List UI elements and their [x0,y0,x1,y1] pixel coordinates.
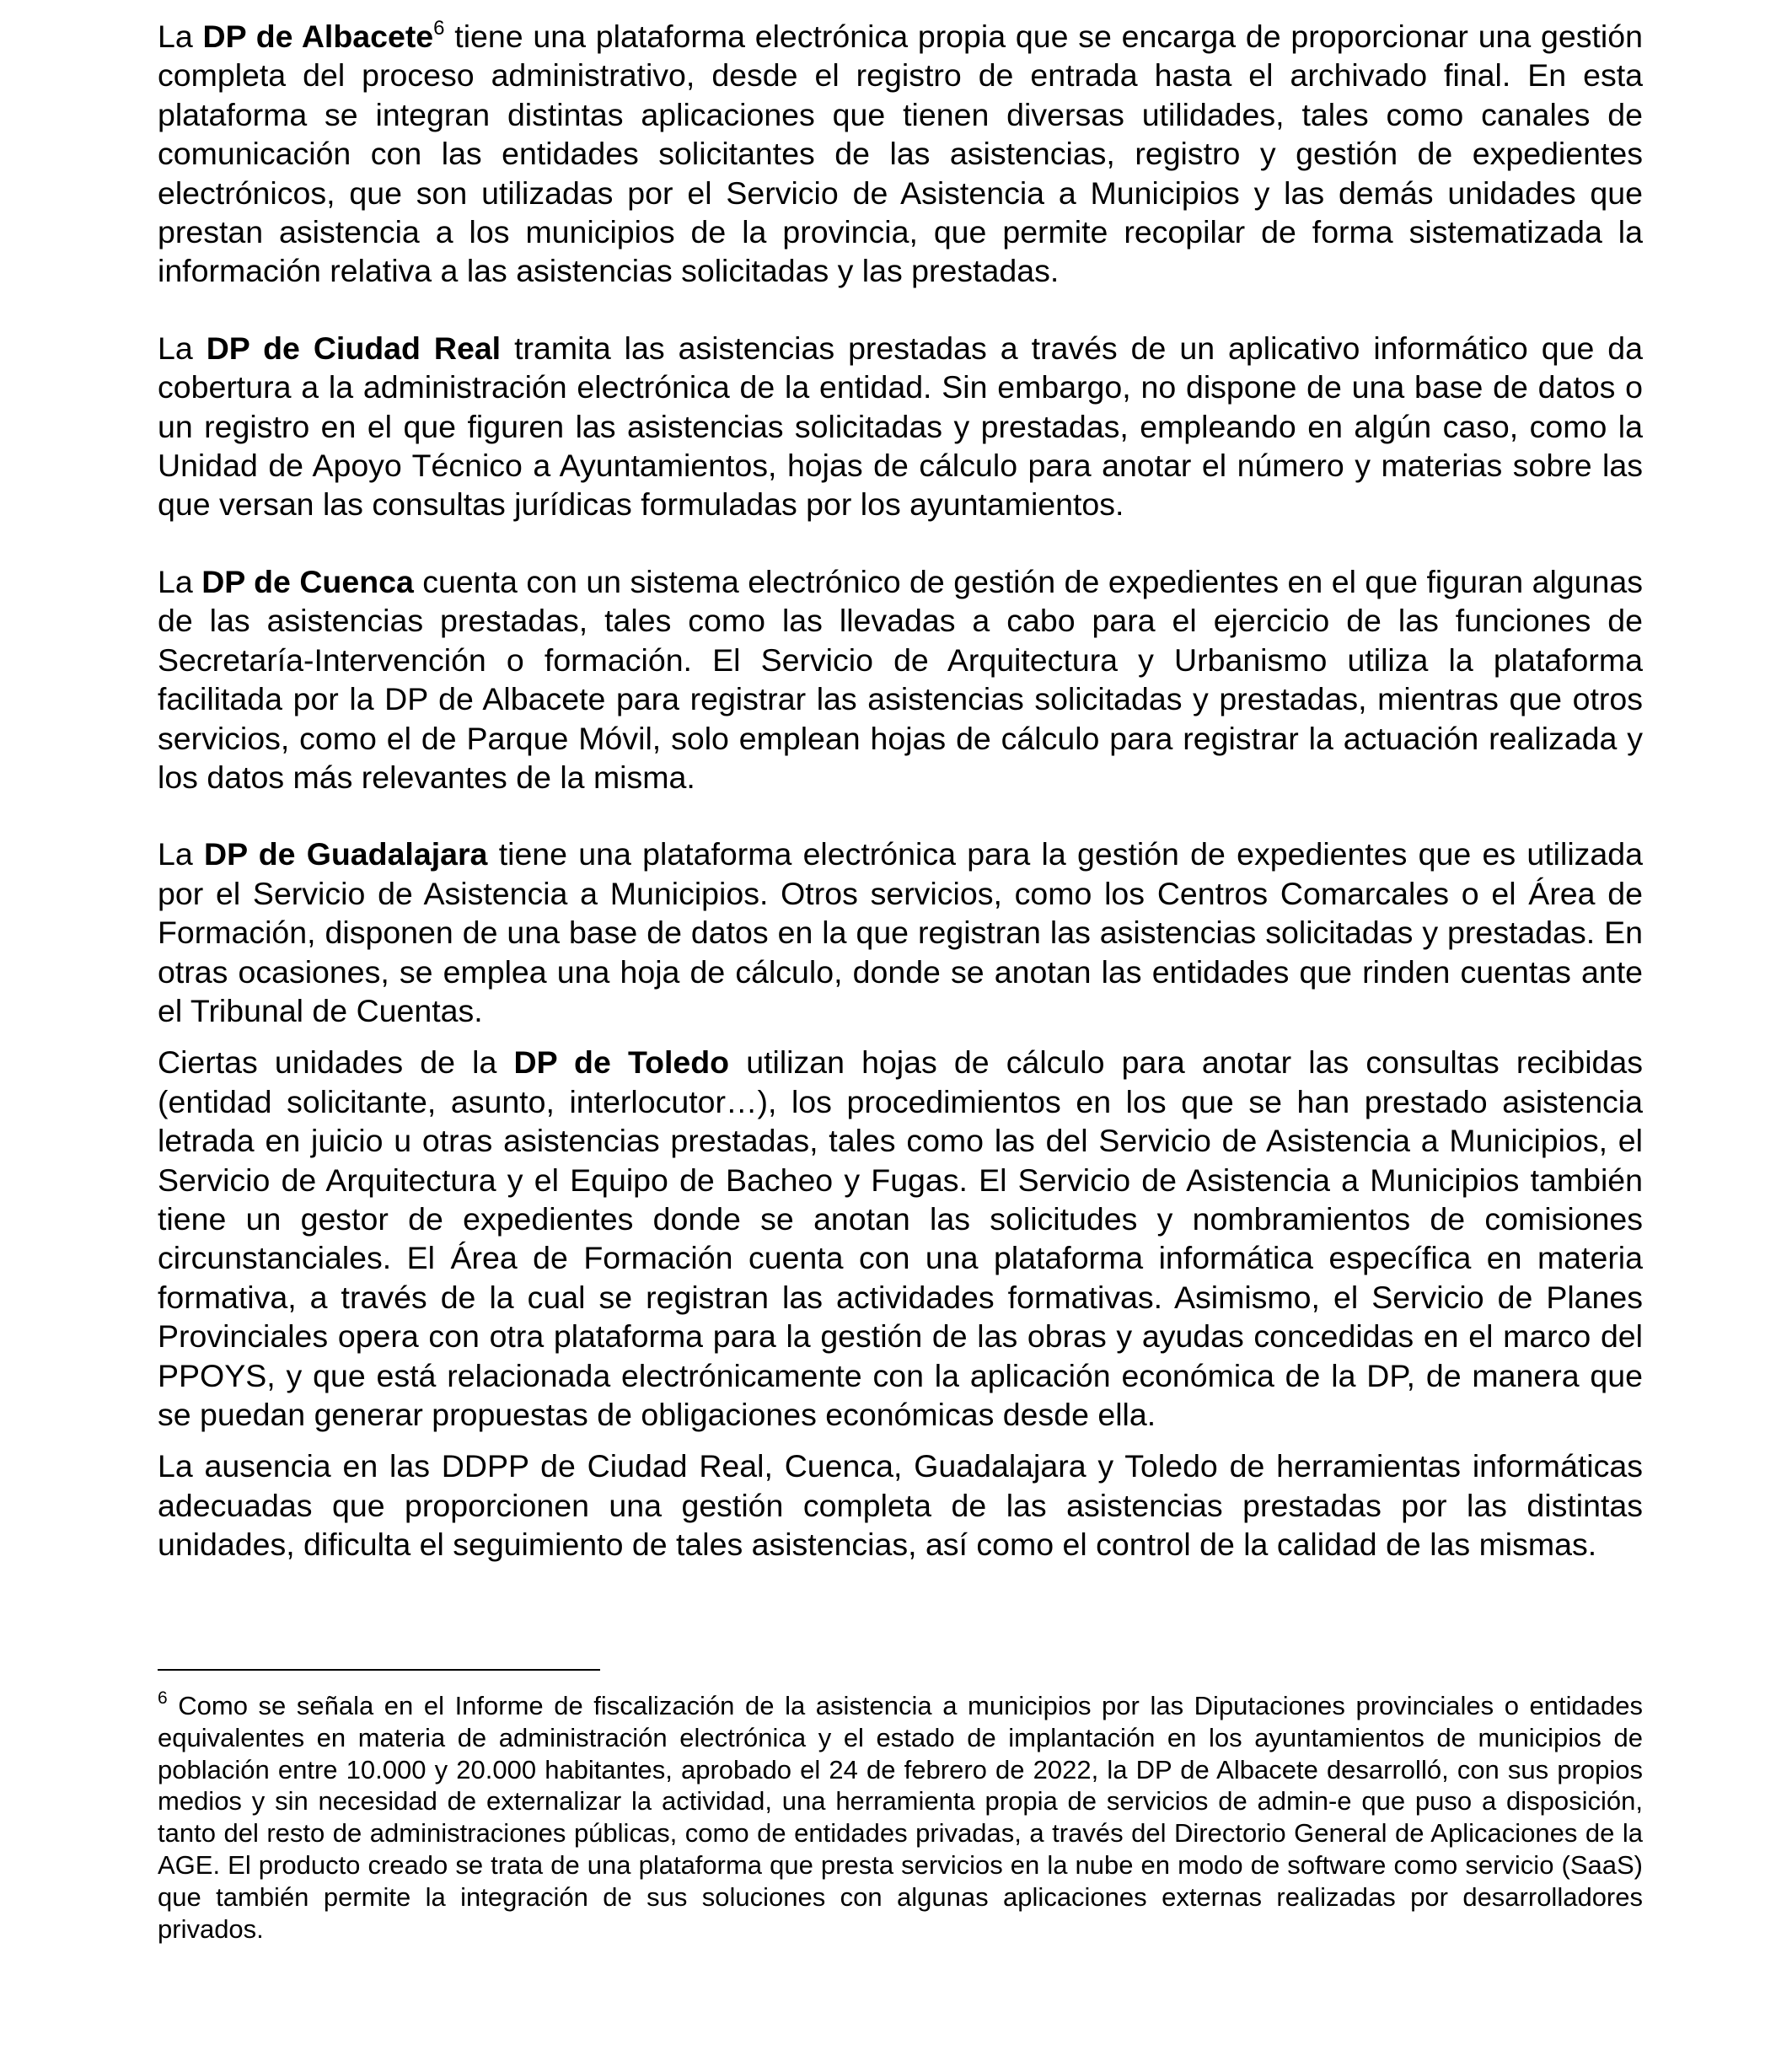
paragraph-conclusion [158,1446,1643,1564]
entity-name-ciudad-real: DP de Ciudad Real [206,330,502,366]
paragraph-lead: Ciertas unidades de la [158,1044,514,1081]
entity-name-albacete: DP de Albacete [202,19,434,54]
paragraph-lead: La [158,19,203,54]
paragraph-albacete [158,17,1643,291]
paragraph-lead: La [158,836,204,872]
paragraph-text: cuenta con un sistema electrónico de gestión de expedientes en el que figuran algunas de las asistencias prestadas, tales como las llevadas a cabo para el ejercicio de las funciones de Secretaría-Intervención o formación. El Servicio de Arquitectura y Urbanismo utiliza la plataforma facilitada por la DP de Albacete para registrar las asistencias solicitadas y prestadas, mientras que otros servicios, como el de Parque Móvil, solo emplean hojas de cálculo para registrar la actuación realizada y los datos más relevantes de la misma. [158,563,1643,795]
entity-name-guadalajara: DP de Guadalajara [204,836,488,872]
paragraph-cuenca [158,562,1643,797]
footnote-number: 6 [158,1688,168,1708]
paragraph-lead: La [158,563,202,599]
footnote-separator [158,1669,600,1671]
entity-name-cuenca: DP de Cuenca [201,563,414,599]
footnote [158,1690,1643,1945]
paragraph-text: utilizan hojas de cálculo para anotar las consultas recibidas (entidad solicitante, asunto, interlocutor…), los procedimientos en los que se han prestado asistencia letrada en juicio u otras asistencias prestadas, tales como las del Servicio de Asistencia a Municipios, el Servicio de Arquitectura y el Equipo de Bacheo y Fugas. El Servicio de Asistencia a Municipios también tiene un gestor de expedientes donde se anotan las solicitudes y nombramientos de comisiones circunstanciales. El Área de Formación cuenta con una plataforma informática específica en materia formativa, a través de la cual se registran las actividades formativas. Asimismo, el Servicio de Planes Provinciales opera con otra plataforma para la gestión de las obras y ayudas concedidas en el marco del PPOYS, y que está relacionada electrónicamente con la aplicación económica de la DP, de manera que se puedan generar propuestas de obligaciones económicas desde ella. [158,1044,1644,1432]
entity-name-toledo: DP de Toledo [513,1044,730,1081]
paragraph-text: tiene una plataforma electrónica propia que se encarga de proporcionar una gestión completa del proceso administrativo, desde el registro de entrada hasta el archivado final. En esta plataforma se integran distintas aplicaciones que tienen diversas utilidades, tales como canales de comunicación con las entidades solicitantes de las asistencias, registro y gestión de expedientes electrónicos, que son utilizadas por el Servicio de Asistencia a Municipios y las demás unidades que prestan asistencia a los municipios de la provincia, que permite recopilar de forma sistematizada la información relativa a las asistencias solicitadas y las prestadas. [158,19,1643,289]
paragraph-text: La ausencia en las DDPP de Ciudad Real, Cuenca, Guadalajara y Toledo de herramientas informáticas adecuadas que proporcionen una gestión completa de las asistencias prestadas por las distintas unidades, dificulta el seguimiento de tales asistencias, así como el control de la calidad de las mismas. [158,1448,1643,1563]
paragraph-ciudad-real [158,329,1643,524]
paragraph-lead: La [158,330,207,366]
footnote-reference[interactable]: 6 [433,16,445,40]
paragraph-text: tramita las asistencias prestadas a través de un aplicativo informático que da cobertura a la administración electrónica de la entidad. Sin embargo, no dispone de una base de datos o un registro en el que figuren las asistencias solicitadas y prestadas, empleando en algún caso, como la Unidad de Apoyo Técnico a Ayuntamientos, hojas de cálculo para anotar el número y materias sobre las que versan las consultas jurídicas formuladas por los ayuntamientos. [158,330,1643,523]
paragraph-toledo [158,1043,1643,1434]
paragraph-text: tiene una plataforma electrónica para la gestión de expedientes que es utilizada por el Servicio de Asistencia a Municipios. Otros servicios, como los Centros Comarcales o el Área de Formación, disponen de una base de datos en la que registran las asistencias solicitadas y prestadas. En otras ocasiones, se emplea una hoja de cálculo, donde se anotan las entidades que rinden cuentas ante el Tribunal de Cuentas. [158,836,1643,1028]
footnote-text: Como se señala en el Informe de fiscalización de la asistencia a municipios por las Diputaciones provinciales o entidades equivalentes en materia de administración electrónica y el estado de implantación en los ayuntamientos de municipios de población entre 10.000 y 20.000 habitantes, aprobado el 24 de febrero de 2022, la DP de Albacete desarrolló, con sus propios medios y sin necesidad de externalizar la actividad, una herramienta propia de servicios de admin-e que puso a disposición, tanto del resto de administraciones públicas, como de entidades privadas, a través del Directorio General de Aplicaciones de la AGE. El producto creado se trata de una plataforma que presta servicios en la nube en modo de software como servicio (SaaS) que también permite la integración de sus soluciones con algunas aplicaciones externas realizadas por desarrolladores privados. [158,1691,1643,1944]
paragraph-guadalajara [158,834,1643,1030]
document-body [158,17,1643,1564]
